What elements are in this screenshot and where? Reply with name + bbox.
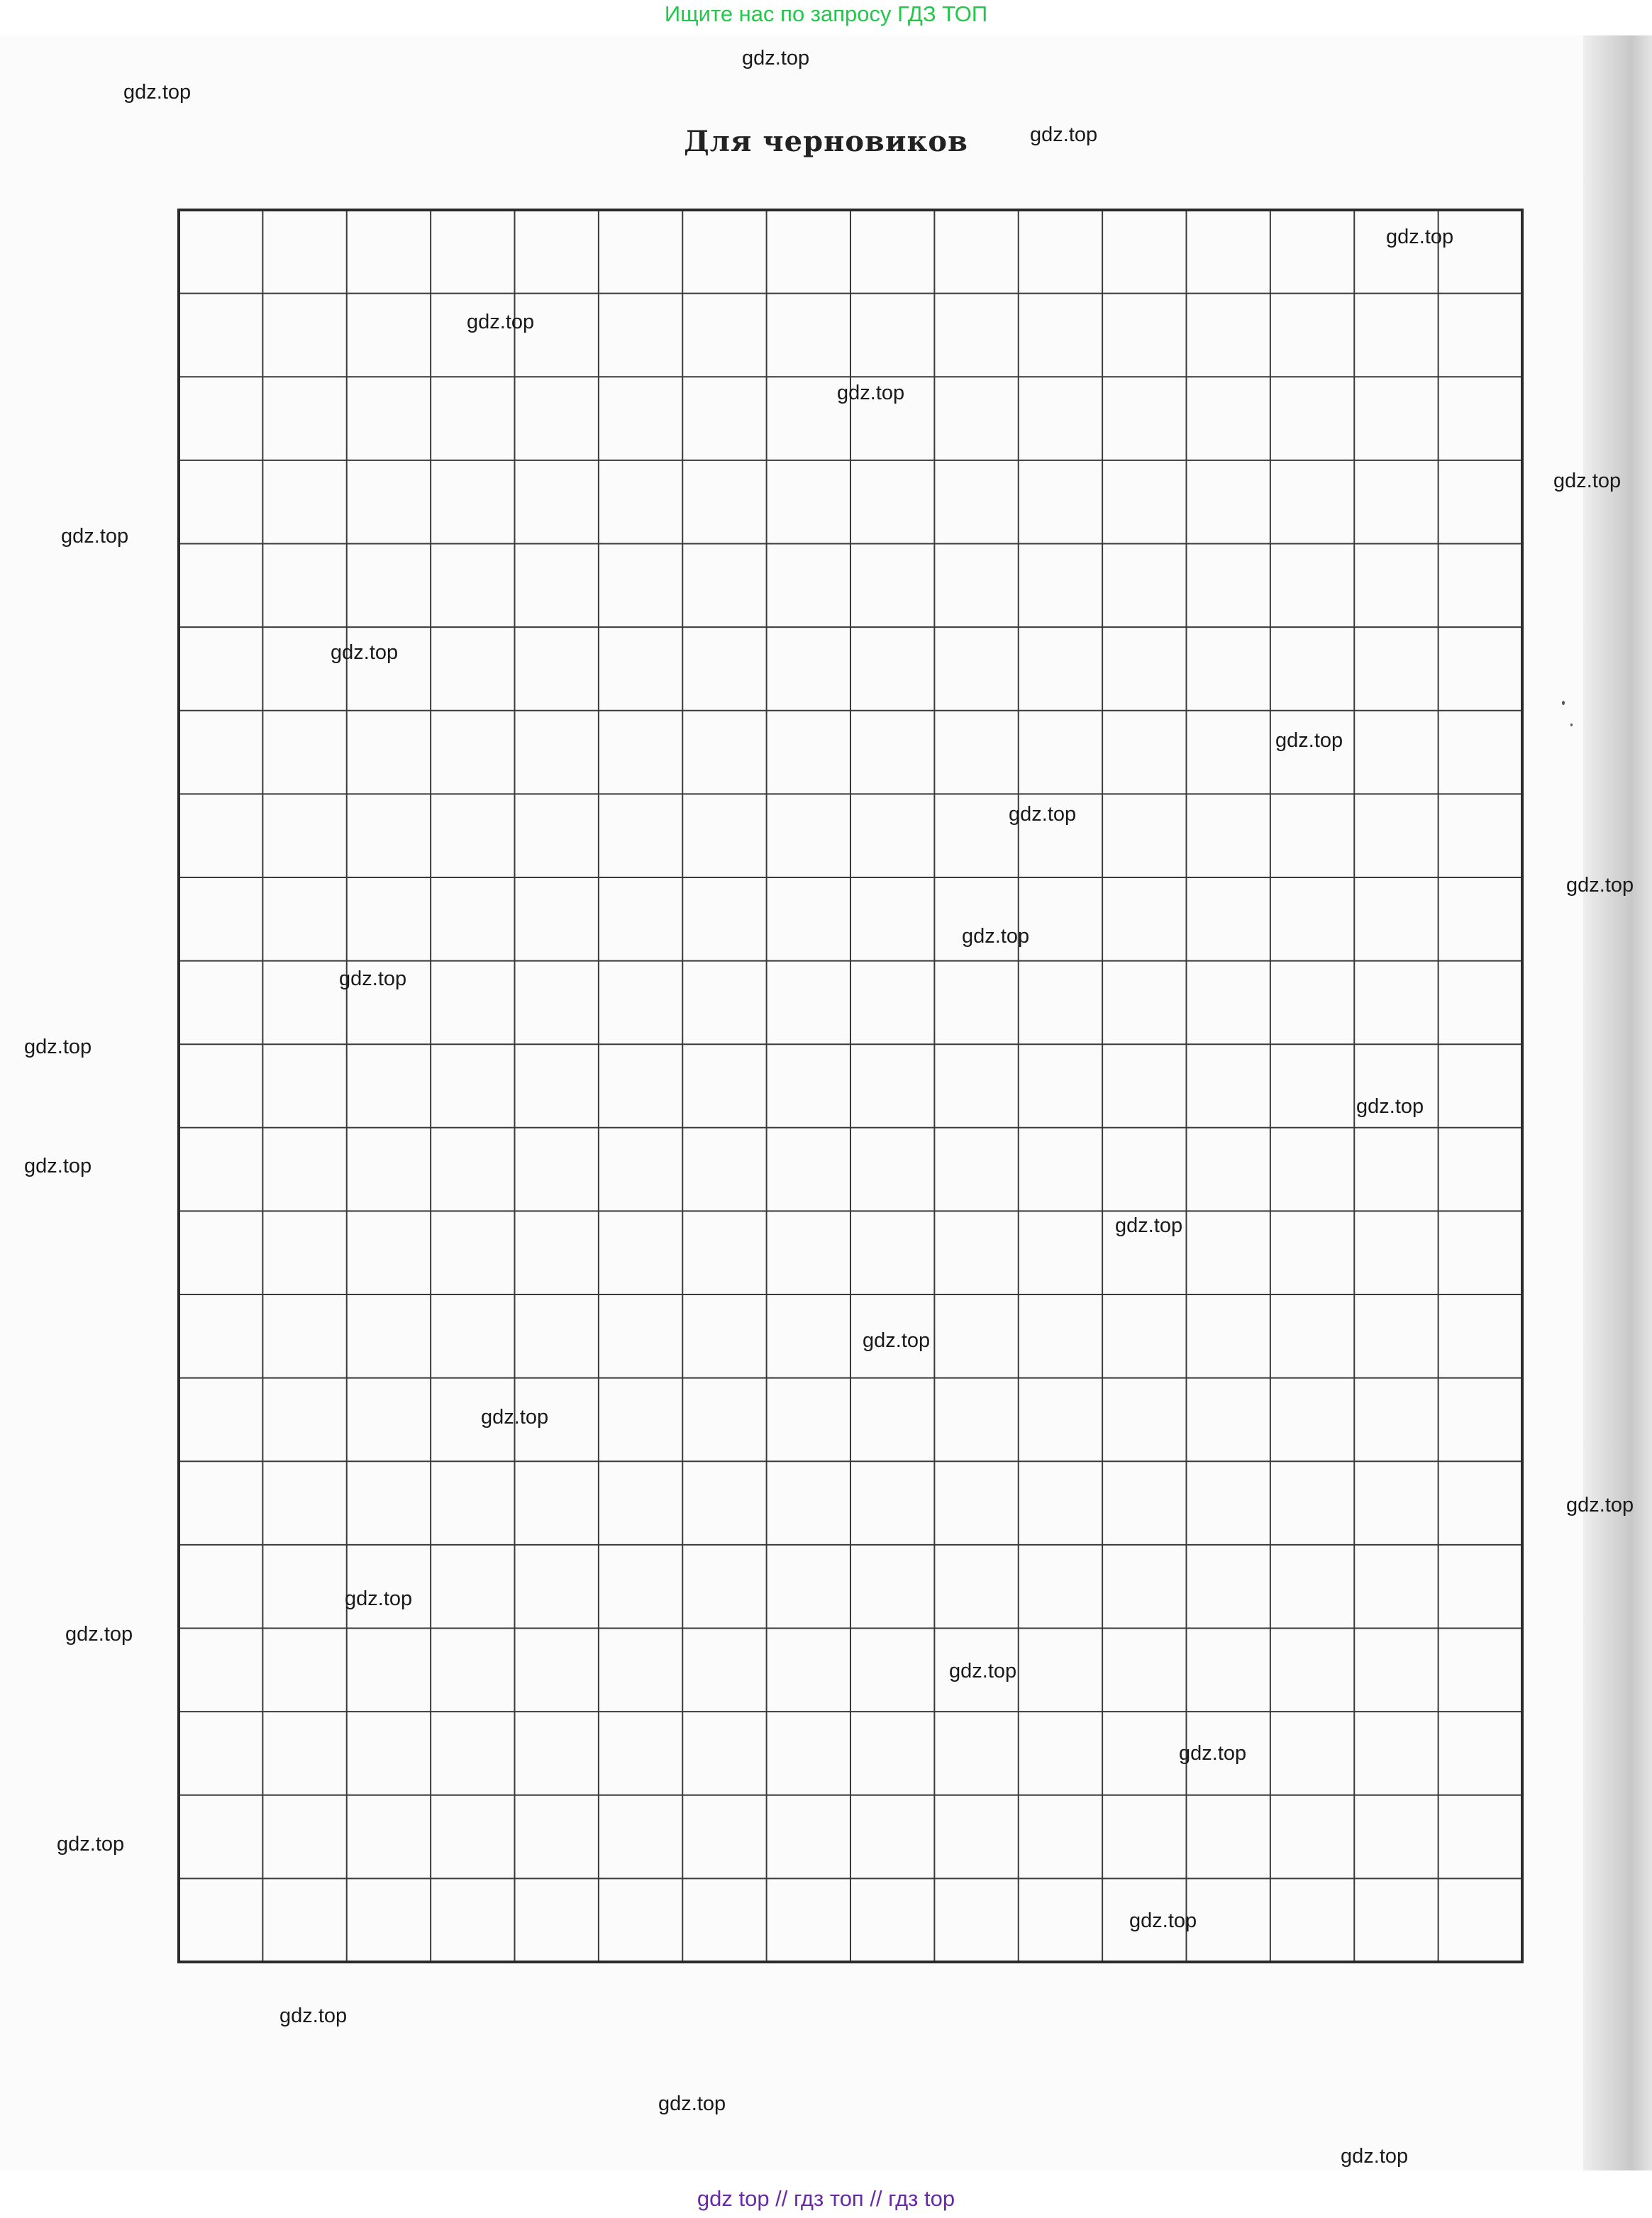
watermark-text: gdz.top	[279, 2004, 348, 2027]
watermark-text: gdz.top	[339, 967, 407, 990]
watermark-text: gdz.top	[1386, 226, 1454, 248]
watermark-text: gdz.top	[863, 1329, 931, 1352]
watermark-text: gdz.top	[1129, 1909, 1197, 1932]
watermark-text: gdz.top	[1341, 2145, 1409, 2168]
watermark-text: gdz.top	[1179, 1742, 1247, 1765]
watermark-text: gdz.top	[837, 382, 905, 404]
watermark-text: gdz.top	[962, 925, 1030, 948]
watermark-text: gdz.top	[331, 641, 399, 664]
watermark-text: gdz.top	[65, 1623, 133, 1646]
watermark-text: gdz.top	[24, 1036, 92, 1058]
watermark-text: gdz.top	[742, 47, 810, 70]
watermark-text: gdz.top	[658, 2092, 726, 2115]
watermark-text: gdz.top	[1030, 123, 1098, 146]
watermark-text: gdz.top	[1275, 729, 1343, 752]
scan-speck	[1562, 701, 1565, 705]
page-title: Для черновиков	[684, 125, 968, 158]
watermark-text: gdz.top	[1009, 803, 1077, 826]
top-banner[interactable]: Ищите нас по запросу ГДЗ ТОП	[664, 1, 988, 26]
bottom-banner[interactable]: gdz top // гдз топ // гдз top	[697, 2186, 955, 2211]
watermark-text: gdz.top	[1566, 1494, 1634, 1516]
watermark-text: gdz.top	[345, 1587, 413, 1610]
watermark-text: gdz.top	[24, 1155, 92, 1177]
watermark-text: gdz.top	[467, 311, 535, 333]
watermark-text: gdz.top	[1553, 470, 1621, 492]
grid-lines	[179, 210, 1522, 1962]
watermark-text: gdz.top	[481, 1406, 549, 1429]
scan-speck	[1570, 723, 1573, 726]
watermark-text: gdz.top	[1566, 874, 1634, 897]
watermark-text: gdz.top	[1356, 1095, 1424, 1118]
watermark-text: gdz.top	[123, 81, 192, 104]
watermark-text: gdz.top	[61, 525, 129, 548]
watermark-text: gdz.top	[949, 1660, 1017, 1682]
watermark-text: gdz.top	[1115, 1214, 1183, 1237]
watermark-text: gdz.top	[57, 1833, 125, 1856]
